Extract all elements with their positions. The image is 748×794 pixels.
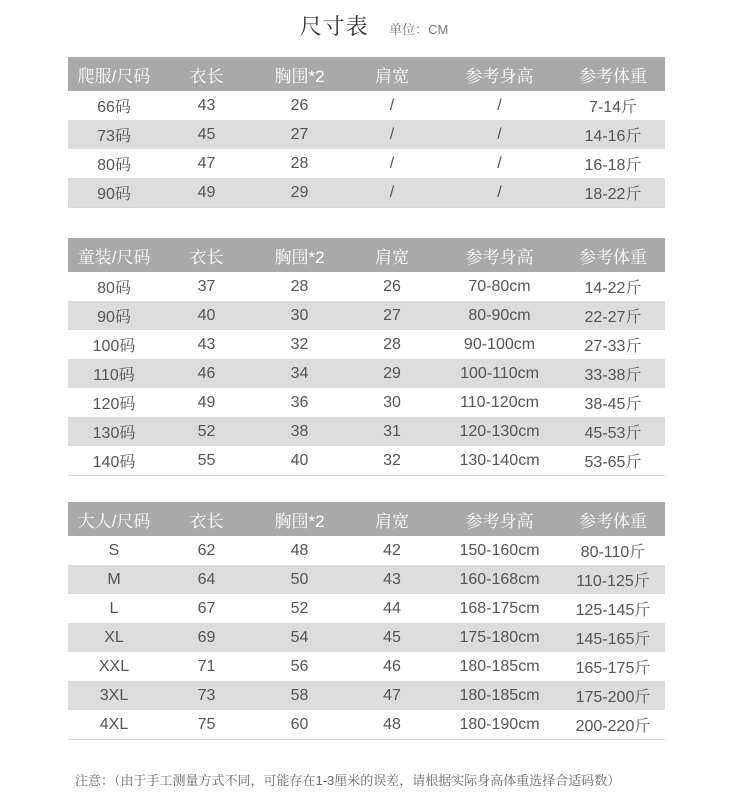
table-cell: 38-45斤 bbox=[584, 396, 642, 413]
table-cell: 38 bbox=[253, 417, 346, 446]
table-cell: 110-125斤 bbox=[561, 565, 665, 594]
table-cell: 52 bbox=[290, 599, 309, 617]
table-cell: M bbox=[68, 565, 160, 594]
table-cell: 55 bbox=[160, 446, 253, 476]
column-header: 参考体重 bbox=[561, 502, 665, 536]
column-header: 衣长 bbox=[160, 238, 253, 272]
table-cell: 90码 bbox=[68, 301, 160, 330]
table-row bbox=[68, 301, 665, 330]
table-cell: 28 bbox=[290, 154, 309, 172]
table-cell: 150-160cm bbox=[459, 541, 540, 559]
column-header: 衣长 bbox=[160, 502, 253, 536]
table-cell: 18-22斤 bbox=[561, 178, 665, 208]
table-cell: 29 bbox=[346, 359, 438, 388]
size-table-kids bbox=[68, 238, 665, 476]
table-cell: 43 bbox=[197, 335, 216, 353]
table-cell: 130-140cm bbox=[438, 446, 561, 476]
table-cell: 32 bbox=[346, 446, 438, 476]
table-cell: 48 bbox=[290, 541, 309, 559]
table-cell: 73 bbox=[160, 681, 253, 710]
table-row bbox=[68, 359, 665, 388]
table-cell: 130码 bbox=[68, 417, 160, 446]
table-cell: 50 bbox=[253, 565, 346, 594]
column-header: 肩宽 bbox=[346, 502, 438, 536]
table-cell: 40 bbox=[160, 301, 253, 330]
table-row bbox=[68, 710, 665, 740]
table-cell: XXL bbox=[98, 657, 130, 675]
table-row bbox=[68, 120, 665, 149]
table-cell: 31 bbox=[346, 417, 438, 446]
table-cell: 37 bbox=[197, 277, 216, 295]
table-cell: 180-185cm bbox=[459, 657, 540, 675]
table-cell: 45 bbox=[346, 623, 438, 652]
table-cell: 36 bbox=[290, 393, 309, 411]
table-cell: / bbox=[389, 154, 395, 172]
table-cell: 120码 bbox=[92, 396, 136, 413]
table-row bbox=[68, 536, 665, 565]
table-cell: 73码 bbox=[68, 120, 160, 149]
column-header: 胸围*2 bbox=[253, 502, 346, 536]
column-header: 参考体重 bbox=[561, 238, 665, 272]
table-cell: 34 bbox=[253, 359, 346, 388]
table-cell: 27 bbox=[253, 120, 346, 149]
table-cell: / bbox=[389, 96, 395, 114]
table-cell: 53-65斤 bbox=[561, 446, 665, 476]
column-header: 胸围*2 bbox=[253, 57, 346, 91]
table-cell: 22-27斤 bbox=[561, 301, 665, 330]
table-header-row bbox=[68, 238, 665, 272]
table-cell: 3XL bbox=[68, 681, 160, 710]
table-row bbox=[68, 149, 665, 178]
table-cell: 110码 bbox=[68, 359, 160, 388]
table-cell: 71 bbox=[197, 657, 216, 675]
table-cell: 90-100cm bbox=[463, 335, 536, 353]
table-row bbox=[68, 446, 665, 476]
column-header: 爬服/尺码 bbox=[68, 57, 160, 91]
table-cell: 64 bbox=[160, 565, 253, 594]
table-cell: 175-200斤 bbox=[561, 681, 665, 710]
table-cell: 90码 bbox=[68, 178, 160, 208]
page-title: 尺寸表 bbox=[299, 14, 369, 39]
table-cell: / bbox=[438, 120, 561, 149]
table-row bbox=[68, 565, 665, 594]
table-cell: 100-110cm bbox=[438, 359, 561, 388]
table-cell: 26 bbox=[290, 96, 309, 114]
table-header-row bbox=[68, 57, 665, 91]
table-row bbox=[68, 681, 665, 710]
table-cell: 47 bbox=[346, 681, 438, 710]
table-cell: 168-175cm bbox=[459, 599, 540, 617]
table-cell: 26 bbox=[383, 277, 401, 295]
column-header: 童装/尺码 bbox=[68, 238, 160, 272]
table-row bbox=[68, 652, 665, 681]
table-cell: 27 bbox=[346, 301, 438, 330]
table-cell: 30 bbox=[253, 301, 346, 330]
table-cell: 30 bbox=[383, 393, 401, 411]
table-cell: 52 bbox=[160, 417, 253, 446]
table-cell: 47 bbox=[197, 154, 216, 172]
column-header: 参考身高 bbox=[438, 502, 561, 536]
table-row bbox=[68, 594, 665, 623]
table-cell: 80码 bbox=[97, 157, 131, 174]
table-cell: 58 bbox=[253, 681, 346, 710]
table-cell: 70-80cm bbox=[468, 277, 531, 295]
table-cell: 100码 bbox=[92, 338, 136, 355]
table-cell: 54 bbox=[253, 623, 346, 652]
table-row bbox=[68, 330, 665, 359]
page-header bbox=[0, 10, 748, 41]
table-cell: 67 bbox=[197, 599, 216, 617]
table-cell: 145-165斤 bbox=[561, 623, 665, 652]
table-cell: 48 bbox=[346, 710, 438, 740]
table-row bbox=[68, 272, 665, 301]
table-cell: 80-110斤 bbox=[580, 544, 646, 561]
table-cell: 42 bbox=[383, 541, 401, 559]
table-cell: 7-14斤 bbox=[588, 99, 638, 116]
table-cell: 4XL bbox=[68, 710, 160, 740]
table-cell: 14-22斤 bbox=[584, 280, 642, 297]
measurement-note: 注意：（由于手工测量方式不同，可能存在1-3厘米的误差，请根据实际身高体重选择合适码数） bbox=[75, 773, 621, 788]
table-header-row bbox=[68, 502, 665, 536]
table-cell: / bbox=[497, 154, 502, 172]
table-cell: 40 bbox=[253, 446, 346, 476]
table-cell: 32 bbox=[290, 335, 309, 353]
size-table-adult bbox=[68, 502, 665, 740]
table-cell: 160-168cm bbox=[438, 565, 561, 594]
column-header: 肩宽 bbox=[346, 238, 438, 272]
table-cell: 49 bbox=[197, 393, 216, 411]
table-cell: 46 bbox=[383, 657, 401, 675]
table-cell: / bbox=[438, 178, 561, 208]
table-cell: / bbox=[346, 120, 438, 149]
table-cell: 33-38斤 bbox=[561, 359, 665, 388]
table-cell: 80-90cm bbox=[438, 301, 561, 330]
table-cell: 29 bbox=[253, 178, 346, 208]
table-cell: 49 bbox=[160, 178, 253, 208]
table-cell: 165-175斤 bbox=[575, 660, 651, 677]
column-header: 大人/尺码 bbox=[68, 502, 160, 536]
table-cell: 175-180cm bbox=[438, 623, 561, 652]
table-cell: 75 bbox=[160, 710, 253, 740]
table-cell: 27-33斤 bbox=[584, 338, 642, 355]
unit-label: 单位：CM bbox=[389, 22, 449, 37]
table-row bbox=[68, 623, 665, 652]
table-cell: 60 bbox=[253, 710, 346, 740]
column-header: 参考体重 bbox=[561, 57, 665, 91]
table-cell: / bbox=[346, 178, 438, 208]
table-cell: 180-185cm bbox=[438, 681, 561, 710]
table-cell: L bbox=[109, 599, 119, 617]
table-cell: 43 bbox=[346, 565, 438, 594]
table-row bbox=[68, 388, 665, 417]
table-cell: / bbox=[497, 96, 502, 114]
table-cell: 28 bbox=[383, 335, 401, 353]
table-cell: 69 bbox=[160, 623, 253, 652]
column-header: 参考身高 bbox=[438, 238, 561, 272]
table-cell: 110-120cm bbox=[460, 393, 539, 411]
table-cell: 62 bbox=[197, 541, 216, 559]
column-header: 肩宽 bbox=[346, 57, 438, 91]
table-cell: 120-130cm bbox=[438, 417, 561, 446]
table-cell: 28 bbox=[290, 277, 309, 295]
table-cell: 80码 bbox=[97, 280, 131, 297]
table-cell: 45-53斤 bbox=[561, 417, 665, 446]
table-cell: 16-18斤 bbox=[584, 157, 642, 174]
table-cell: 125-145斤 bbox=[575, 602, 651, 619]
column-header: 衣长 bbox=[160, 57, 253, 91]
size-table-crawler bbox=[68, 57, 665, 208]
table-cell: XL bbox=[68, 623, 160, 652]
table-row bbox=[68, 417, 665, 446]
table-cell: 140码 bbox=[68, 446, 160, 476]
table-cell: 46 bbox=[160, 359, 253, 388]
table-row bbox=[68, 178, 665, 208]
column-header: 胸围*2 bbox=[253, 238, 346, 272]
table-cell: 14-16斤 bbox=[561, 120, 665, 149]
column-header: 参考身高 bbox=[438, 57, 561, 91]
table-cell: 200-220斤 bbox=[561, 710, 665, 740]
table-row bbox=[68, 91, 665, 120]
table-cell: 45 bbox=[160, 120, 253, 149]
table-cell: S bbox=[108, 541, 120, 559]
table-cell: 180-190cm bbox=[438, 710, 561, 740]
table-cell: 56 bbox=[290, 657, 309, 675]
table-cell: 43 bbox=[197, 96, 216, 114]
table-cell: 66码 bbox=[97, 99, 131, 116]
table-cell: 44 bbox=[383, 599, 401, 617]
